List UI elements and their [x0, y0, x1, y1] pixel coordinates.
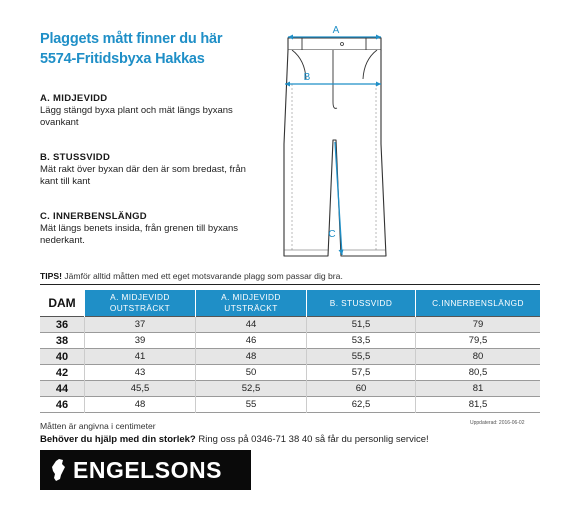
table-cell: 79: [416, 317, 541, 333]
table-row: [40, 317, 540, 333]
section-text: Lägg stängd byxa plant och mät längs byxans ovankant: [40, 105, 233, 128]
table-cell: 53,5: [307, 333, 416, 349]
measurement-note: Måtten är angivna i centimeter: [40, 421, 156, 431]
tips-text: Jämför alltid måtten med ett eget motsvarande plagg som passar dig bra.: [61, 271, 343, 281]
page-title: Plaggets mått finner du här: [40, 31, 223, 47]
section-text: Mät rakt över byxan där den är som bredast, från kant till kant: [40, 164, 246, 187]
table-cell: 37: [85, 317, 196, 333]
table-cell: 80: [416, 349, 541, 365]
table-cell: 52,5: [196, 381, 307, 397]
section-heading: A. MIDJEVIDD: [40, 93, 108, 104]
pants-diagram: [270, 24, 400, 269]
help-question: Behöver du hjälp med din storlek?: [40, 434, 196, 445]
measure-b-label: B: [303, 72, 311, 83]
measure-c-label: C: [328, 229, 336, 240]
table-cell: 55: [196, 397, 307, 413]
measure-a-label: A: [332, 25, 340, 36]
section-heading: C. INNERBENSLÄNGD: [40, 211, 147, 222]
col-header-innerbenslangd: C.INNERBENSLÄNGD: [416, 290, 541, 317]
table-cell: 79,5: [416, 333, 541, 349]
table-header-row: [40, 290, 540, 317]
col-header-dam: DAM: [40, 290, 85, 317]
size-cell: 36: [40, 317, 85, 333]
size-cell: 40: [40, 349, 85, 365]
col-header-midjevidd-utstrackt: A. MIDJEVIDD UTSTRÄCKT: [196, 290, 307, 317]
section-text: Mät längs benets insida, från grenen till byxans nederkant.: [40, 223, 239, 246]
col-header-midjevidd-outstrackt: A. MIDJEVIDD OUTSTRÄCKT: [85, 290, 196, 317]
tips-line: [40, 271, 343, 281]
col-header-stussvidd: B. STUSSVIDD: [307, 290, 416, 317]
size-cell: 46: [40, 397, 85, 413]
brand-logo: [40, 450, 251, 490]
section-midjevidd: [40, 93, 300, 129]
size-cell: 42: [40, 365, 85, 381]
table-row: [40, 333, 540, 349]
table-cell: 50: [196, 365, 307, 381]
table-cell: 60: [307, 381, 416, 397]
help-text: Ring oss på 0346-71 38 40 så får du personlig service!: [195, 434, 429, 445]
table-cell: 39: [85, 333, 196, 349]
section-heading: B. STUSSVIDD: [40, 152, 111, 163]
table-cell: 81,5: [416, 397, 541, 413]
size-cell: 38: [40, 333, 85, 349]
pants-outline: [284, 50, 386, 256]
sweden-map-icon: [48, 458, 68, 482]
table-cell: 46: [196, 333, 307, 349]
table-cell: 48: [85, 397, 196, 413]
table-cell: 45,5: [85, 381, 196, 397]
table-cell: 57,5: [307, 365, 416, 381]
table-row: [40, 381, 540, 397]
table-cell: 48: [196, 349, 307, 365]
table-cell: 44: [196, 317, 307, 333]
divider: [40, 284, 540, 285]
section-innerbenslangd: [40, 211, 300, 247]
updated-date: Uppdaterad: 2016-06-02: [470, 420, 525, 426]
size-table: [40, 290, 540, 413]
table-cell: 55,5: [307, 349, 416, 365]
table-cell: 43: [85, 365, 196, 381]
table-cell: 62,5: [307, 397, 416, 413]
tips-label: TIPS!: [40, 271, 62, 281]
table-row: [40, 397, 540, 413]
size-cell: 44: [40, 381, 85, 397]
table-cell: 51,5: [307, 317, 416, 333]
table-row: [40, 365, 540, 381]
help-line: [40, 434, 429, 445]
table-cell: 81: [416, 381, 541, 397]
table-cell: 41: [85, 349, 196, 365]
product-title: 5574-Fritidsbyxa Hakkas: [40, 51, 205, 67]
section-stussvidd: [40, 152, 300, 188]
table-cell: 80,5: [416, 365, 541, 381]
table-row: [40, 349, 540, 365]
brand-name: ENGELSONS: [73, 457, 222, 483]
